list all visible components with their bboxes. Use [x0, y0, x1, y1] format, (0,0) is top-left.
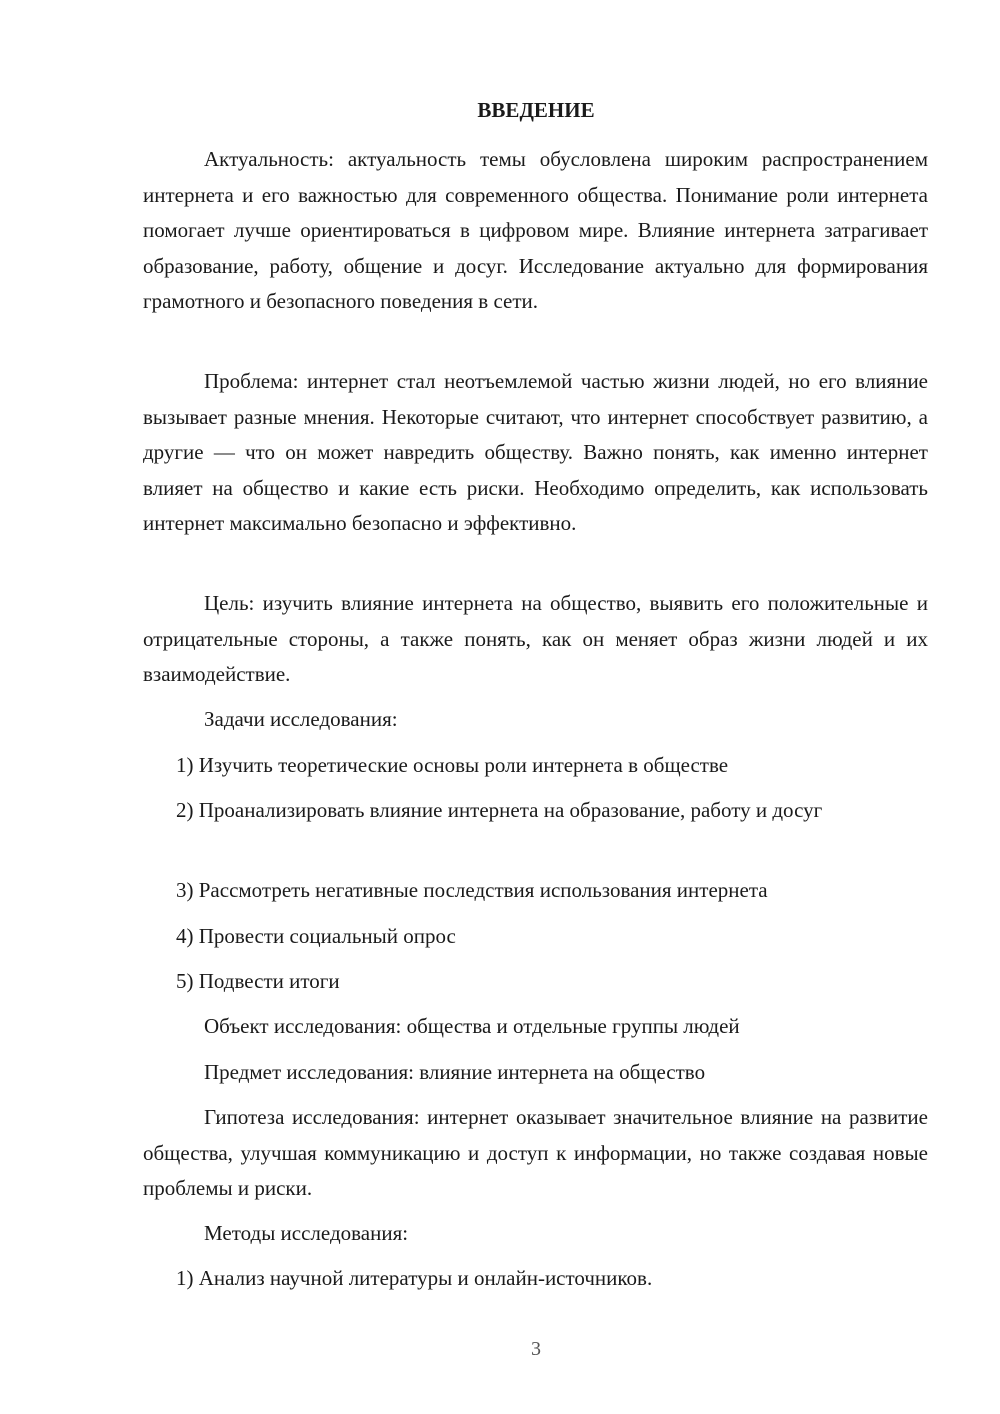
task-item-3: 3) Рассмотреть негативные последствия использования интернета	[176, 878, 768, 902]
tasks-heading: Задачи исследования:	[204, 707, 398, 731]
task-item-2: 2) Проанализировать влияние интернета на образование, работу и досуг	[176, 798, 823, 822]
problem-paragraph: Проблема: интернет стал неотъемлемой частью жизни людей, но его влияние вызывает разные мнения. Некоторые считают, что интернет способствует развитию, а другие — что он может навредить обществу. Важно понять, как именно интернет влияет на общество и какие есть риски. Необходимо определить, как использовать интернет максимально безопасно и эффективно.	[143, 369, 928, 535]
task-item-1: 1) Изучить теоретические основы роли интернета в обществе	[176, 753, 729, 777]
task-item-4: 4) Провести социальный опрос	[176, 924, 456, 948]
object-paragraph: Объект исследования: общества и отдельные группы людей	[204, 1014, 740, 1038]
relevance-paragraph: Актуальность: актуальность темы обусловлена широким распространением интернета и его важностью для современного общества. Понимание роли интернета помогает лучше ориентироваться в цифровом мире. Влияние интернета затрагивает образование, работу, общение и досуг. Исследование актуально для формирования грамотного и безопасного поведения в сети.	[143, 147, 928, 313]
page-number: 3	[531, 1338, 541, 1360]
subject-paragraph: Предмет исследования: влияние интернета на общество	[204, 1060, 706, 1084]
hypothesis-paragraph: Гипотеза исследования: интернет оказывает значительное влияние на развитие общества, улучшая коммуникацию и доступ к информации, но также создавая новые проблемы и риски.	[143, 1105, 928, 1200]
task-item-5: 5) Подвести итоги	[176, 969, 340, 993]
goal-paragraph: Цель: изучить влияние интернета на общество, выявить его положительные и отрицательные стороны, а также понять, как он меняет образ жизни людей и их взаимодействие.	[143, 591, 928, 686]
section-title: ВВЕДЕНИЕ	[477, 98, 595, 122]
methods-heading: Методы исследования:	[204, 1221, 409, 1245]
method-item-1: 1) Анализ научной литературы и онлайн-источников.	[176, 1266, 653, 1290]
